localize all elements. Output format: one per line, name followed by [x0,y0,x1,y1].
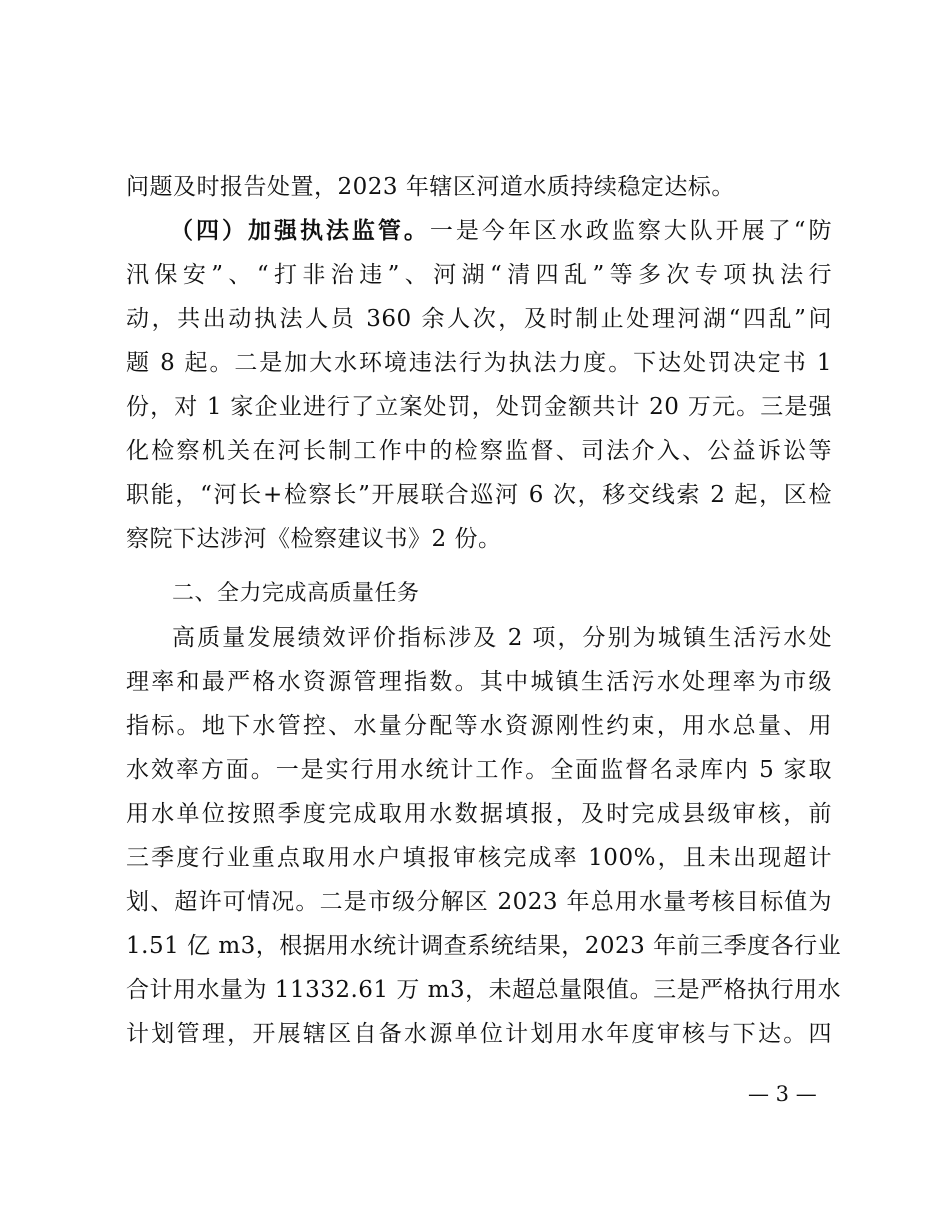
text-line: 水效率方面。一是实行用水统计工作。全面监督名录库内 5 家取 [126,757,832,783]
page-number: — 3 — [748,1082,817,1106]
text-line: 职能，“河长+检察长”开展联合巡河 6 次，移交线索 2 起，区检 [126,482,832,508]
paragraph-four-first-line [170,210,832,252]
text-line: 划、超许可情况。二是市级分解区 2023 年总用水量考核目标值为 [126,889,832,915]
text-line: 问题及时报告处置，2023 年辖区河道水质持续稳定达标。 [126,174,735,200]
section-heading: 二、全力完成高质量任务 [172,581,420,606]
text-line: 计划管理，开展辖区自备水源单位计划用水年度审核与下达。四 [126,1021,832,1047]
text-line: 汛保安”、“打非治违”、河湖“清四乱”等多次专项执法行 [126,262,832,288]
text-line: 1.51 亿 m3，根据用水统计调查系统结果，2023 年前三季度各行业 [126,933,842,959]
text-line: 指标。地下水管控、水量分配等水资源刚性约束，用水总量、用 [126,713,832,739]
text-line: 高质量发展绩效评价指标涉及 2 项，分别为城镇生活污水处 [172,625,832,651]
text-line: 题 8 起。二是加大水环境违法行为执法力度。下达处罚决定书 1 [126,350,832,376]
paragraph-four-title: （四）加强执法监管。 [170,217,430,244]
text-line: 化检察机关在河长制工作中的检察监督、司法介入、公益诉讼等 [126,438,832,464]
text-line: 三季度行业重点取用水户填报审核完成率 100%，且未出现超计 [126,845,832,871]
text-line: 察院下达涉河《检察建议书》2 份。 [126,526,502,552]
text-line: 理率和最严格水资源管理指数。其中城镇生活污水处理率为市级 [126,669,832,695]
text-line: 用水单位按照季度完成取用水数据填报，及时完成县级审核，前 [126,801,832,827]
paragraph-four-text: 一是今年区水政监察大队开展了“防 [429,218,833,244]
text-line: 合计用水量为 11332.61 万 m3，未超总量限值。三是严格执行用水 [126,977,842,1003]
text-line: 份，对 1 家企业进行了立案处罚，处罚金额共计 20 万元。三是强 [126,394,832,420]
text-line: 动，共出动执法人员 360 余人次，及时制止处理河湖“四乱”问 [126,306,832,332]
